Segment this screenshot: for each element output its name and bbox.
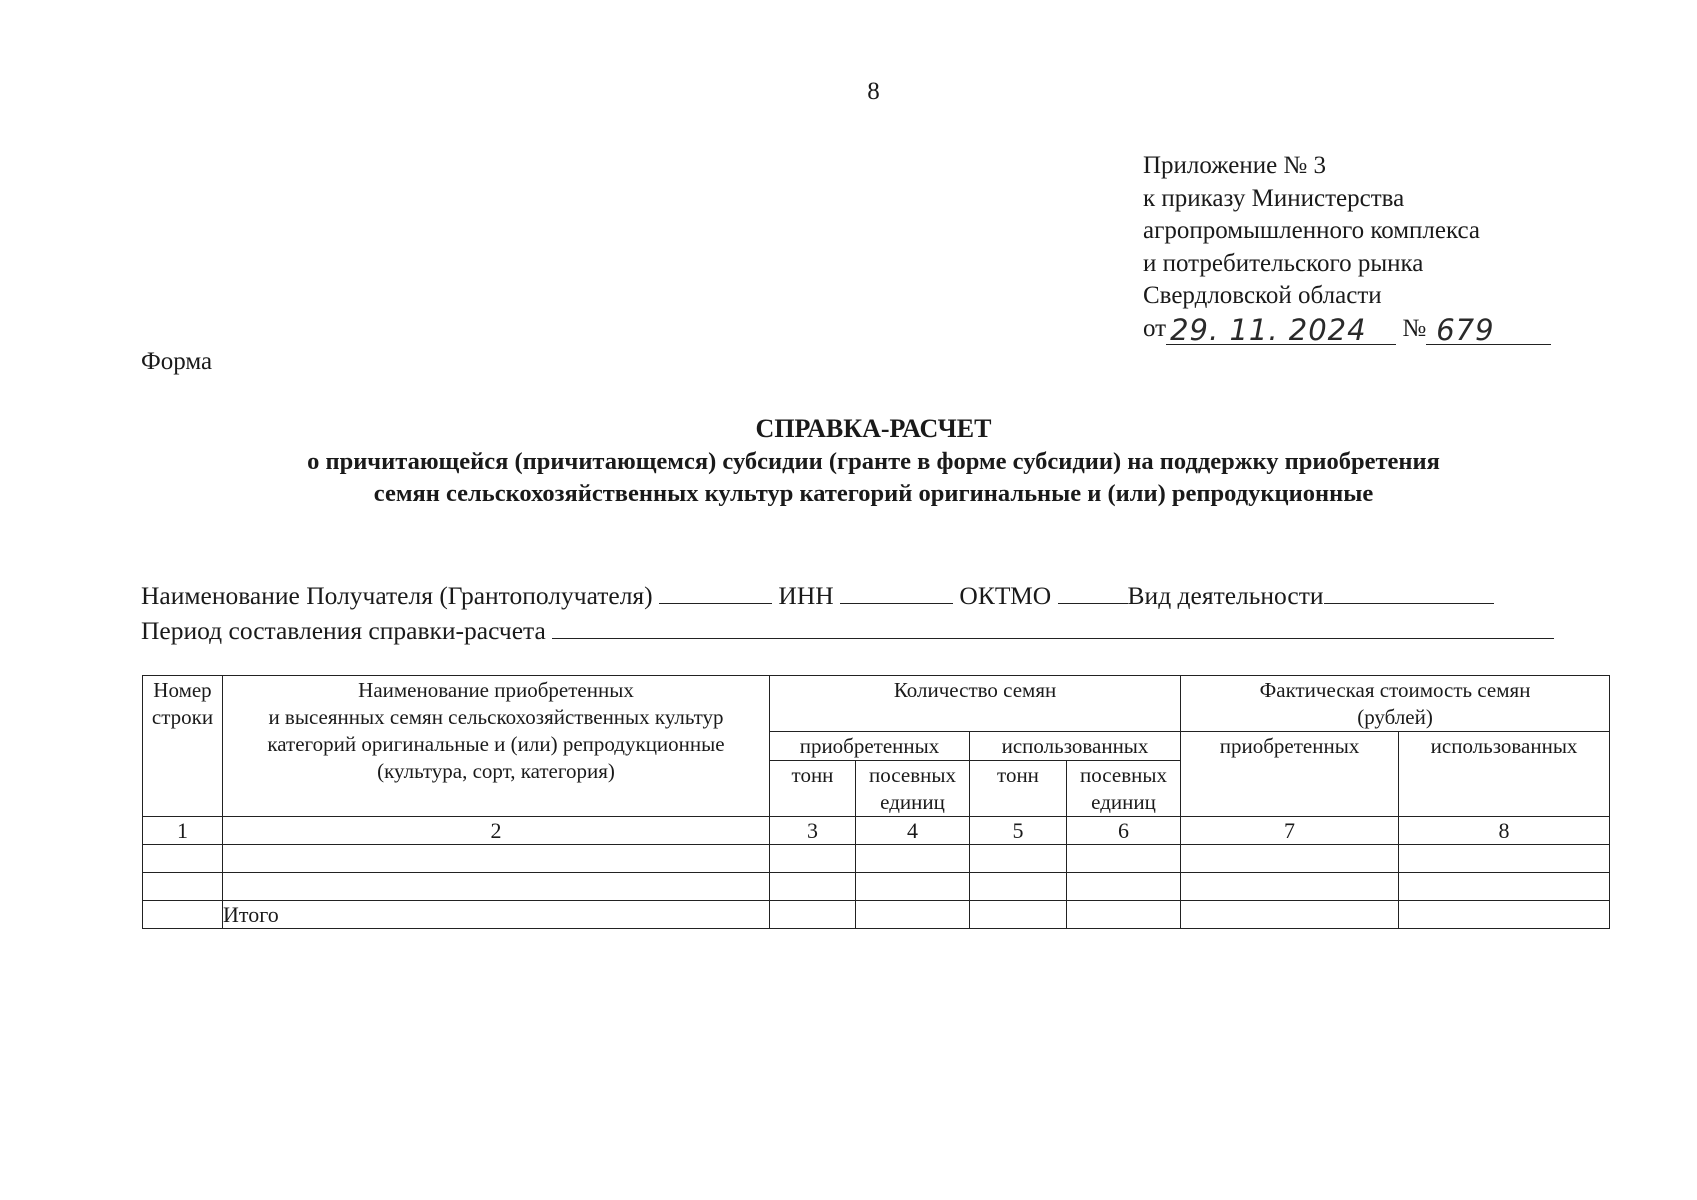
table-cell[interactable] xyxy=(1067,901,1181,929)
header-used-units xyxy=(1067,761,1181,817)
column-number: 6 xyxy=(1067,817,1181,845)
title-line: о причитающейся (причитающемся) субсидии (гранте в форме субсидии) на поддержку приобретения xyxy=(307,448,1440,475)
appendix-line: агропромышленного комплекса xyxy=(1143,217,1481,244)
table-row xyxy=(143,873,1610,901)
table-cell[interactable] xyxy=(223,873,770,901)
table-cell[interactable] xyxy=(1181,873,1399,901)
header-purchased-units xyxy=(856,761,970,817)
period-label: Период составления справки-расчета xyxy=(141,616,546,645)
table-cell[interactable] xyxy=(970,901,1067,929)
column-number: 4 xyxy=(856,817,970,845)
oktmo-blank[interactable] xyxy=(1058,577,1128,604)
column-number: 1 xyxy=(143,817,223,845)
recipient-blank[interactable] xyxy=(659,577,772,604)
header-quantity-used: использованных xyxy=(970,732,1181,761)
form-fields xyxy=(141,577,1554,647)
table-cell[interactable] xyxy=(223,845,770,873)
table-cell[interactable] xyxy=(970,845,1067,873)
header-quantity-purchased: приобретенных xyxy=(770,732,970,761)
title-line: семян сельскохозяйственных культур категорий оригинальные и (или) репродукционные xyxy=(373,480,1374,507)
inn-label: ИНН xyxy=(778,581,834,610)
appendix-line: Приложение № 3 xyxy=(1143,152,1327,179)
header-text: (рублей) xyxy=(1357,705,1433,729)
table-cell[interactable] xyxy=(770,901,856,929)
order-number-field xyxy=(1426,314,1551,345)
period-blank[interactable] xyxy=(552,612,1554,639)
oktmo-label: ОКТМО xyxy=(959,581,1052,610)
header-row-number xyxy=(143,676,223,817)
handwritten-date: 29. 11. 2024 xyxy=(1170,312,1367,347)
table-cell[interactable] xyxy=(143,873,223,901)
table-cell[interactable] xyxy=(770,845,856,873)
header-text: (культура, сорт, категория) xyxy=(377,759,615,783)
seeds-table xyxy=(142,675,1610,929)
date-field xyxy=(1166,314,1396,345)
page-number: 8 xyxy=(867,78,880,105)
appendix-line: Свердловской области xyxy=(1143,282,1382,309)
recipient-label: Наименование Получателя (Грантополучателя) xyxy=(141,581,653,610)
inn-blank[interactable] xyxy=(840,577,953,604)
header-cost-used: использованных xyxy=(1399,732,1610,817)
table-cell[interactable] xyxy=(1067,873,1181,901)
table-cell[interactable] xyxy=(1181,845,1399,873)
header-used-tons: тонн xyxy=(970,761,1067,817)
header-actual-cost xyxy=(1181,676,1610,732)
header-row xyxy=(143,676,1610,732)
column-number: 3 xyxy=(770,817,856,845)
table-cell[interactable] xyxy=(143,845,223,873)
appendix-block xyxy=(1143,150,1551,345)
header-text: строки xyxy=(151,705,214,729)
table-cell[interactable] xyxy=(1399,845,1610,873)
document-title xyxy=(0,412,1697,510)
header-text: единиц xyxy=(880,790,945,814)
table-cell[interactable] xyxy=(1399,901,1610,929)
title-main: СПРАВКА-РАСЧЕТ xyxy=(755,414,992,443)
column-number: 7 xyxy=(1181,817,1399,845)
column-number-row xyxy=(143,817,1610,845)
table-cell[interactable] xyxy=(1067,845,1181,873)
table-cell[interactable] xyxy=(1399,873,1610,901)
table-cell[interactable] xyxy=(856,873,970,901)
header-text: Номер xyxy=(153,678,212,702)
number-prefix: № xyxy=(1402,314,1427,342)
header-purchased-tons: тонн xyxy=(770,761,856,817)
header-text: и высеянных семян сельскохозяйственных культур xyxy=(268,705,724,729)
column-number: 8 xyxy=(1399,817,1610,845)
total-row xyxy=(143,901,1610,929)
table-cell[interactable] xyxy=(1181,901,1399,929)
header-text: посевных xyxy=(1080,763,1167,787)
header-text: посевных xyxy=(869,763,956,787)
date-prefix: от xyxy=(1143,314,1167,342)
table-cell[interactable] xyxy=(856,845,970,873)
period-line xyxy=(141,612,1554,647)
table-row xyxy=(143,845,1610,873)
total-label: Итого xyxy=(223,901,770,929)
header-text: единиц xyxy=(1091,790,1156,814)
table-cell[interactable] xyxy=(856,901,970,929)
handwritten-number: 679 xyxy=(1436,312,1495,347)
header-cost-purchased: приобретенных xyxy=(1181,732,1399,817)
table-cell[interactable] xyxy=(770,873,856,901)
header-text: Фактическая стоимость семян xyxy=(1259,678,1531,702)
column-number: 5 xyxy=(970,817,1067,845)
table-cell[interactable] xyxy=(143,901,223,929)
activity-label: Вид деятельности xyxy=(1127,581,1324,610)
table-cell[interactable] xyxy=(970,873,1067,901)
appendix-line: к приказу Министерства xyxy=(1143,184,1405,212)
activity-blank[interactable] xyxy=(1324,577,1494,604)
recipient-line xyxy=(141,577,1554,612)
header-text: Наименование приобретенных xyxy=(358,678,634,702)
header-seed-quantity: Количество семян xyxy=(770,676,1181,732)
header-seed-name xyxy=(223,676,770,817)
header-text: категорий оригинальные и (или) репродукционные xyxy=(267,732,725,756)
form-label: Форма xyxy=(141,348,213,375)
order-date-number-line xyxy=(1143,313,1551,346)
appendix-line: и потребительского рынка xyxy=(1143,249,1424,277)
column-number: 2 xyxy=(223,817,770,845)
